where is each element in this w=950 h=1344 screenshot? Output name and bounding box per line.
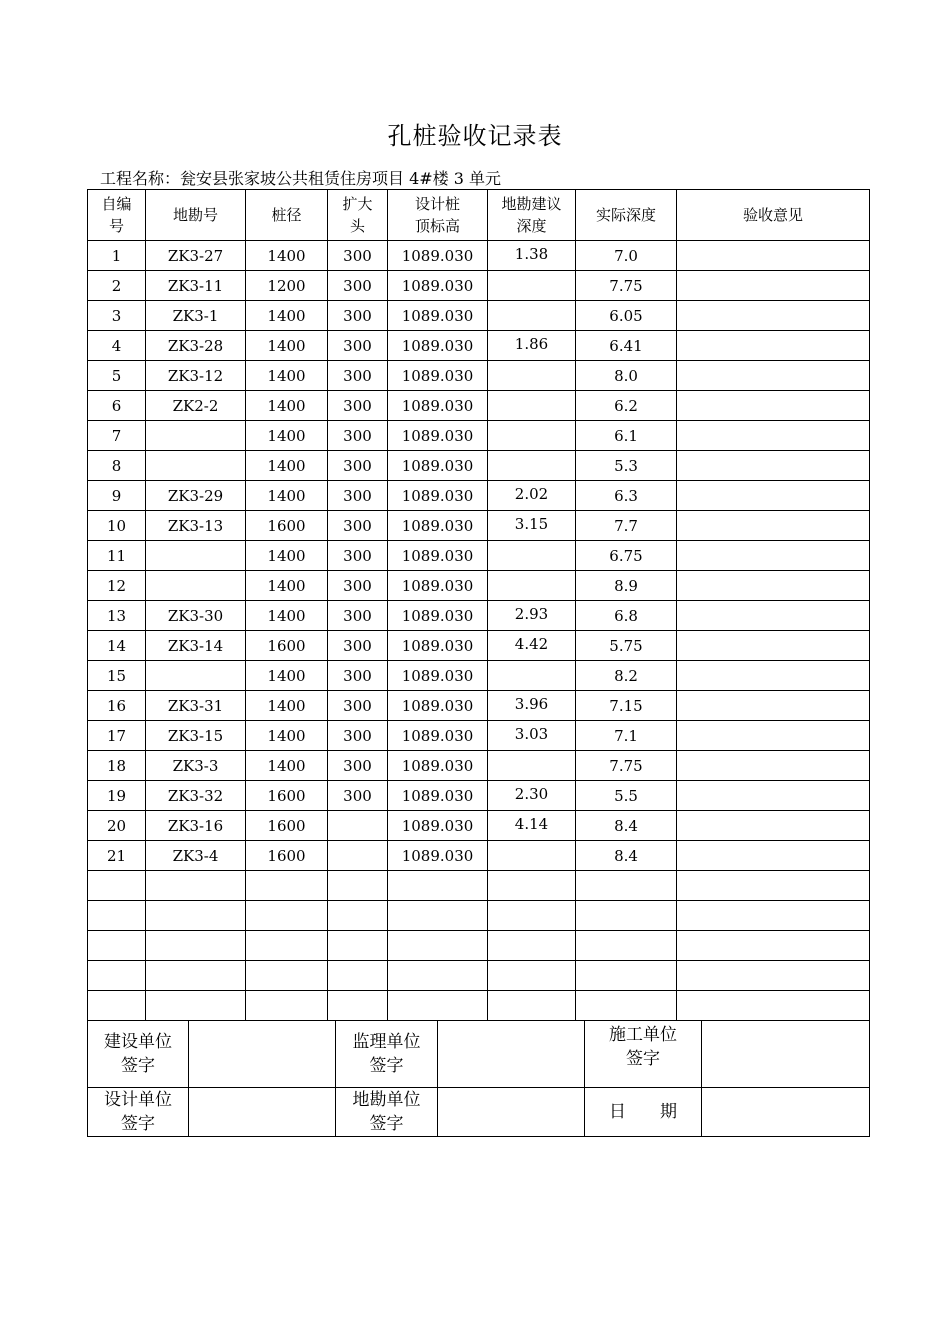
table-row: [88, 931, 870, 961]
actual-depth-cell: 8.9: [576, 571, 677, 601]
serial-no-cell: 9: [88, 481, 146, 511]
enlarged-head-cell: 300: [328, 331, 388, 361]
enlarged-head-cell: 300: [328, 601, 388, 631]
suggested-depth-cell: [488, 871, 576, 901]
suggested-depth-cell: [488, 571, 576, 601]
pile-diameter-cell: 1400: [246, 751, 328, 781]
actual-depth-cell: [576, 901, 677, 931]
suggested-depth-cell: [488, 451, 576, 481]
acceptance-opinion-cell[interactable]: [677, 721, 870, 751]
serial-no-cell: [88, 871, 146, 901]
actual-depth-cell: 6.2: [576, 391, 677, 421]
survey-no-cell: [146, 991, 246, 1021]
actual-depth-cell: 6.75: [576, 541, 677, 571]
acceptance-opinion-cell[interactable]: [677, 781, 870, 811]
pile-diameter-cell: 1400: [246, 571, 328, 601]
serial-no-cell: 18: [88, 751, 146, 781]
serial-no-cell: 14: [88, 631, 146, 661]
survey-no-cell: ZK2-2: [146, 391, 246, 421]
table-row: [88, 991, 870, 1021]
serial-no-cell: 13: [88, 601, 146, 631]
actual-depth-cell: 6.3: [576, 481, 677, 511]
table-row: [88, 421, 870, 451]
page-title: 孔桩验收记录表: [387, 122, 563, 150]
survey-no-cell: ZK3-29: [146, 481, 246, 511]
survey-no-cell: [146, 901, 246, 931]
serial-no-cell: 21: [88, 841, 146, 871]
serial-no-cell: 5: [88, 361, 146, 391]
table-row: [88, 871, 870, 901]
enlarged-head-cell: [328, 811, 388, 841]
acceptance-opinion-cell[interactable]: [677, 481, 870, 511]
actual-depth-header: 实际深度: [576, 190, 677, 241]
enlarged-head-cell: [328, 991, 388, 1021]
suggested-depth-cell: [488, 961, 576, 991]
design-top-elevation-cell: [388, 901, 488, 931]
design-top-elevation-cell: 1089.030: [388, 781, 488, 811]
suggested-depth-cell: [488, 541, 576, 571]
serial-no-cell: 3: [88, 301, 146, 331]
design-top-elevation-cell: 1089.030: [388, 481, 488, 511]
serial-no-cell: [88, 961, 146, 991]
acceptance-opinion-cell[interactable]: [677, 931, 870, 961]
acceptance-opinion-cell[interactable]: [677, 691, 870, 721]
pile-diameter-cell: 1400: [246, 601, 328, 631]
suggested-depth-cell: 4.14: [488, 811, 576, 841]
pile-diameter-cell: 1400: [246, 361, 328, 391]
suggested-depth-cell: [488, 661, 576, 691]
suggested-depth-cell: 1.86: [488, 331, 576, 361]
suggested-depth-cell: [488, 991, 576, 1021]
acceptance-opinion-cell[interactable]: [677, 361, 870, 391]
acceptance-opinion-cell[interactable]: [677, 901, 870, 931]
survey-no-cell: ZK3-28: [146, 331, 246, 361]
suggested-depth-cell: 2.93: [488, 601, 576, 631]
enlarged-head-cell: 300: [328, 751, 388, 781]
suggested-depth-header: 地勘建议 深度: [488, 190, 576, 241]
actual-depth-cell: 8.2: [576, 661, 677, 691]
actual-depth-cell: [576, 931, 677, 961]
table-row: [88, 451, 870, 481]
enlarged-head-cell: [328, 931, 388, 961]
actual-depth-cell: 6.05: [576, 301, 677, 331]
design-unit-label: 设计单位 签字: [88, 1088, 189, 1137]
suggested-depth-cell: [488, 391, 576, 421]
suggested-depth-cell: 2.30: [488, 781, 576, 811]
pile-diameter-cell: 1600: [246, 811, 328, 841]
enlarged-head-cell: 300: [328, 481, 388, 511]
enlarged-head-cell: [328, 841, 388, 871]
table-row: [88, 391, 870, 421]
design-top-elevation-cell: 1089.030: [388, 301, 488, 331]
construction-unit-label: 建设单位 签字: [88, 1021, 189, 1088]
pile-diameter-cell: 1400: [246, 331, 328, 361]
actual-depth-cell: 7.75: [576, 751, 677, 781]
enlarged-head-cell: 300: [328, 421, 388, 451]
serial-no-cell: 7: [88, 421, 146, 451]
survey-no-cell: [146, 421, 246, 451]
date-value[interactable]: [702, 1088, 870, 1137]
pile-diameter-header: 桩径: [246, 190, 328, 241]
actual-depth-cell: 7.75: [576, 271, 677, 301]
acceptance-opinion-cell[interactable]: [677, 331, 870, 361]
enlarged-head-cell: 300: [328, 241, 388, 271]
enlarged-head-cell: 300: [328, 691, 388, 721]
actual-depth-cell: 6.1: [576, 421, 677, 451]
serial-no-cell: 6: [88, 391, 146, 421]
acceptance-opinion-cell[interactable]: [677, 811, 870, 841]
supervision-unit-label: 监理单位 签字: [336, 1021, 438, 1088]
suggested-depth-cell: [488, 931, 576, 961]
pile-record-table: [87, 189, 870, 1021]
pile-diameter-cell: 1400: [246, 721, 328, 751]
acceptance-opinion-cell[interactable]: [677, 571, 870, 601]
serial-no-cell: 10: [88, 511, 146, 541]
survey-no-cell: ZK3-31: [146, 691, 246, 721]
serial-no-cell: 4: [88, 331, 146, 361]
table-row: [88, 511, 870, 541]
actual-depth-cell: 8.0: [576, 361, 677, 391]
table-row: [88, 331, 870, 361]
acceptance-opinion-cell[interactable]: [677, 541, 870, 571]
builder-unit-signature[interactable]: [702, 1021, 870, 1088]
survey-no-cell: ZK3-11: [146, 271, 246, 301]
serial-no-cell: 11: [88, 541, 146, 571]
table-row: [88, 271, 870, 301]
suggested-depth-cell: [488, 271, 576, 301]
table-row: [88, 301, 870, 331]
design-top-elevation-cell: [388, 871, 488, 901]
serial-no-cell: 16: [88, 691, 146, 721]
pile-diameter-cell: [246, 961, 328, 991]
suggested-depth-cell: [488, 901, 576, 931]
enlarged-head-cell: [328, 871, 388, 901]
enlarged-head-cell: 300: [328, 271, 388, 301]
suggested-depth-cell: [488, 361, 576, 391]
design-top-elevation-cell: 1089.030: [388, 451, 488, 481]
enlarged-head-cell: 300: [328, 631, 388, 661]
design-top-elevation-cell: 1089.030: [388, 691, 488, 721]
actual-depth-cell: [576, 871, 677, 901]
acceptance-opinion-header: 验收意见: [677, 190, 870, 241]
pile-diameter-cell: [246, 931, 328, 961]
survey-no-cell: [146, 451, 246, 481]
survey-no-cell: [146, 571, 246, 601]
table-row: [88, 751, 870, 781]
survey-no-cell: ZK3-3: [146, 751, 246, 781]
serial-no-cell: 20: [88, 811, 146, 841]
actual-depth-cell: 5.3: [576, 451, 677, 481]
actual-depth-cell: 7.15: [576, 691, 677, 721]
acceptance-opinion-cell[interactable]: [677, 301, 870, 331]
pile-diameter-cell: 1400: [246, 691, 328, 721]
acceptance-opinion-cell[interactable]: [677, 751, 870, 781]
table-row: [88, 961, 870, 991]
suggested-depth-cell: [488, 841, 576, 871]
pile-diameter-cell: 1400: [246, 661, 328, 691]
design-top-elevation-cell: 1089.030: [388, 361, 488, 391]
design-top-elevation-cell: 1089.030: [388, 721, 488, 751]
design-top-elevation-cell: 1089.030: [388, 661, 488, 691]
suggested-depth-cell: 3.96: [488, 691, 576, 721]
acceptance-opinion-cell[interactable]: [677, 871, 870, 901]
design-top-elevation-cell: [388, 991, 488, 1021]
serial-no-cell: 1: [88, 241, 146, 271]
design-top-elevation-cell: 1089.030: [388, 511, 488, 541]
enlarged-head-cell: 300: [328, 451, 388, 481]
pile-diameter-cell: 1400: [246, 391, 328, 421]
table-row: [88, 781, 870, 811]
signature-row: [88, 1021, 870, 1088]
survey-no-cell: ZK3-14: [146, 631, 246, 661]
survey-no-cell: ZK3-12: [146, 361, 246, 391]
design-top-elevation-cell: [388, 961, 488, 991]
serial-no-cell: 17: [88, 721, 146, 751]
table-row: [88, 361, 870, 391]
serial-no-cell: 15: [88, 661, 146, 691]
suggested-depth-cell: 2.02: [488, 481, 576, 511]
construction-unit-signature[interactable]: [189, 1021, 336, 1088]
serial-no-header: 自编 号: [88, 190, 146, 241]
enlarged-head-cell: 300: [328, 721, 388, 751]
serial-no-cell: [88, 991, 146, 1021]
table-row: [88, 571, 870, 601]
acceptance-opinion-cell[interactable]: [677, 601, 870, 631]
acceptance-opinion-cell[interactable]: [677, 241, 870, 271]
pile-diameter-cell: 1200: [246, 271, 328, 301]
serial-no-cell: [88, 931, 146, 961]
table-header-row: [88, 190, 870, 241]
table-row: [88, 601, 870, 631]
design-top-elevation-cell: 1089.030: [388, 391, 488, 421]
enlarged-head-cell: 300: [328, 541, 388, 571]
suggested-depth-cell: 1.38: [488, 241, 576, 271]
design-top-elevation-cell: 1089.030: [388, 751, 488, 781]
signature-table: [87, 1020, 870, 1137]
date-label: 日 期: [585, 1088, 702, 1137]
project-name: 工程名称：瓮安县张家坡公共租赁住房项目 4#楼 3 单元: [100, 169, 502, 188]
survey-no-cell: ZK3-32: [146, 781, 246, 811]
survey-no-cell: [146, 961, 246, 991]
design-top-elevation-cell: 1089.030: [388, 331, 488, 361]
serial-no-cell: [88, 901, 146, 931]
signature-row: [88, 1088, 870, 1137]
acceptance-opinion-cell[interactable]: [677, 961, 870, 991]
pile-diameter-cell: 1400: [246, 481, 328, 511]
acceptance-opinion-cell[interactable]: [677, 391, 870, 421]
serial-no-cell: 19: [88, 781, 146, 811]
acceptance-opinion-cell[interactable]: [677, 841, 870, 871]
enlarged-head-cell: 300: [328, 571, 388, 601]
table-row: [88, 241, 870, 271]
serial-no-cell: 8: [88, 451, 146, 481]
survey-no-cell: ZK3-13: [146, 511, 246, 541]
survey-no-cell: ZK3-4: [146, 841, 246, 871]
table-row: [88, 721, 870, 751]
suggested-depth-cell: [488, 301, 576, 331]
pile-diameter-cell: 1400: [246, 451, 328, 481]
acceptance-opinion-cell[interactable]: [677, 661, 870, 691]
pile-diameter-cell: 1400: [246, 241, 328, 271]
table-row: [88, 841, 870, 871]
serial-no-cell: 2: [88, 271, 146, 301]
actual-depth-cell: 6.41: [576, 331, 677, 361]
survey-no-cell: [146, 871, 246, 901]
pile-diameter-cell: 1400: [246, 421, 328, 451]
table-row: [88, 661, 870, 691]
pile-diameter-cell: 1600: [246, 511, 328, 541]
acceptance-opinion-cell[interactable]: [677, 991, 870, 1021]
enlarged-head-cell: 300: [328, 391, 388, 421]
actual-depth-cell: 7.7: [576, 511, 677, 541]
suggested-depth-cell: [488, 421, 576, 451]
actual-depth-cell: 8.4: [576, 841, 677, 871]
enlarged-head-cell: 300: [328, 301, 388, 331]
actual-depth-cell: 7.0: [576, 241, 677, 271]
acceptance-opinion-cell[interactable]: [677, 631, 870, 661]
table-row: [88, 631, 870, 661]
pile-diameter-cell: 1600: [246, 631, 328, 661]
acceptance-opinion-cell[interactable]: [677, 421, 870, 451]
table-body: [88, 241, 870, 1021]
survey-no-cell: ZK3-1: [146, 301, 246, 331]
survey-unit-label: 地勘单位 签字: [336, 1088, 438, 1137]
design-top-elevation-cell: 1089.030: [388, 571, 488, 601]
suggested-depth-cell: 3.03: [488, 721, 576, 751]
table-row: [88, 901, 870, 931]
suggested-depth-cell: [488, 751, 576, 781]
suggested-depth-cell: 3.15: [488, 511, 576, 541]
survey-no-cell: [146, 541, 246, 571]
table-row: [88, 811, 870, 841]
design-top-elevation-cell: 1089.030: [388, 421, 488, 451]
survey-no-cell: ZK3-16: [146, 811, 246, 841]
actual-depth-cell: 6.8: [576, 601, 677, 631]
actual-depth-cell: 7.1: [576, 721, 677, 751]
design-top-elevation-cell: 1089.030: [388, 541, 488, 571]
builder-unit-label: 施工单位 签字: [585, 1021, 702, 1088]
suggested-depth-cell: 4.42: [488, 631, 576, 661]
acceptance-opinion-cell[interactable]: [677, 451, 870, 481]
actual-depth-cell: [576, 961, 677, 991]
design-top-elevation-header: 设计桩 顶标高: [388, 190, 488, 241]
actual-depth-cell: [576, 991, 677, 1021]
design-top-elevation-cell: 1089.030: [388, 631, 488, 661]
pile-diameter-cell: 1600: [246, 781, 328, 811]
pile-diameter-cell: 1400: [246, 301, 328, 331]
enlarged-head-cell: 300: [328, 511, 388, 541]
pile-diameter-cell: [246, 871, 328, 901]
survey-no-cell: [146, 661, 246, 691]
actual-depth-cell: 5.75: [576, 631, 677, 661]
design-unit-signature[interactable]: [189, 1088, 336, 1137]
survey-no-cell: ZK3-15: [146, 721, 246, 751]
design-top-elevation-cell: [388, 931, 488, 961]
design-top-elevation-cell: 1089.030: [388, 601, 488, 631]
design-top-elevation-cell: 1089.030: [388, 241, 488, 271]
pile-diameter-cell: [246, 991, 328, 1021]
enlarged-head-cell: 300: [328, 781, 388, 811]
design-top-elevation-cell: 1089.030: [388, 841, 488, 871]
table-row: [88, 541, 870, 571]
actual-depth-cell: 8.4: [576, 811, 677, 841]
survey-no-cell: ZK3-30: [146, 601, 246, 631]
pile-diameter-cell: 1400: [246, 541, 328, 571]
supervision-unit-signature[interactable]: [438, 1021, 585, 1088]
enlarged-head-cell: [328, 901, 388, 931]
survey-no-header: 地勘号: [146, 190, 246, 241]
acceptance-opinion-cell[interactable]: [677, 271, 870, 301]
design-top-elevation-cell: 1089.030: [388, 811, 488, 841]
enlarged-head-cell: [328, 961, 388, 991]
design-top-elevation-cell: 1089.030: [388, 271, 488, 301]
serial-no-cell: 12: [88, 571, 146, 601]
survey-unit-signature[interactable]: [438, 1088, 585, 1137]
survey-no-cell: [146, 931, 246, 961]
table-row: [88, 691, 870, 721]
pile-diameter-cell: 1600: [246, 841, 328, 871]
enlarged-head-header: 扩大 头: [328, 190, 388, 241]
enlarged-head-cell: 300: [328, 661, 388, 691]
pile-diameter-cell: [246, 901, 328, 931]
table-row: [88, 481, 870, 511]
acceptance-opinion-cell[interactable]: [677, 511, 870, 541]
enlarged-head-cell: 300: [328, 361, 388, 391]
actual-depth-cell: 5.5: [576, 781, 677, 811]
survey-no-cell: ZK3-27: [146, 241, 246, 271]
